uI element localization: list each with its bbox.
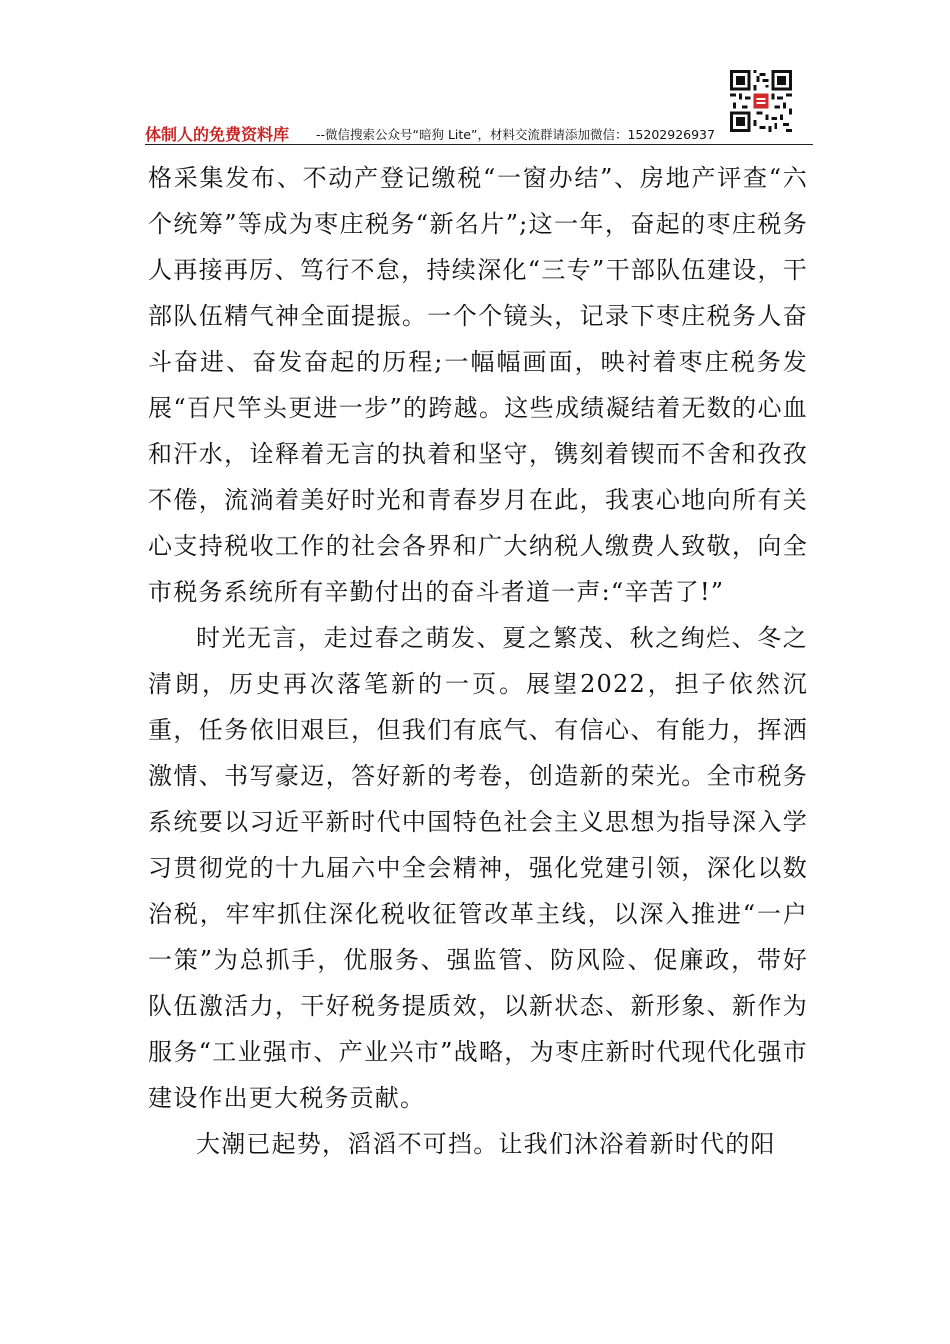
paragraph-continued: 格采集发布、不动产登记缴税“一窗办结”、房地产评查“六个统筹”等成为枣庄税务“新名片”;这一年，奋起的枣庄税务人再接再厉、笃行不怠，持续深化“三专”干部队伍建设，干部队伍精气神全面提振。一个个镜头，记录下枣庄税务人奋斗奋进、奋发奋起的历程;一幅幅画面，映衬着枣庄税务发展“百尺竿头更进一步”的跨越。这些成绩凝结着无数的心血和汗水，诠释着无言的执着和坚守，镌刻着锲而不舍和孜孜不倦，流淌着美好时光和青春岁月在此，我衷心地向所有关心支持税收工作的社会各界和广大纳税人缴费人致敬，向全市税务系统所有辛勤付出的奋斗者道一声:“辛苦了!” bbox=[148, 164, 808, 606]
header-brand: 体制人的免费资料库 bbox=[145, 125, 290, 144]
qr-code-icon[interactable] bbox=[730, 70, 792, 132]
header-note: --微信搜索公众号“暗狗 Lite”，材料交流群请添加微信：15202926937 bbox=[316, 127, 715, 142]
header-divider bbox=[145, 144, 813, 145]
page-header bbox=[145, 70, 813, 146]
document-body bbox=[148, 155, 808, 1167]
paragraph: 大潮已起势，滔滔不可挡。让我们沐浴着新时代的阳 bbox=[196, 1130, 776, 1158]
paragraph: 时光无言，走过春之萌发、夏之繁茂、秋之绚烂、冬之清朗，历史再次落笔新的一页。展望2022，担子依然沉重，任务依旧艰巨，但我们有底气、有信心、有能力，挥洒激情、书写豪迈，答好新的考卷，创造新的荣光。全市税务系统要以习近平新时代中国特色社会主义思想为指导深入学习贯彻党的十九届六中全会精神，强化党建引领，深化以数治税，牢牢抓住深化税收征管改革主线，以深入推进“一户一策”为总抓手，优服务、强监管、防风险、促廉政，带好队伍激活力，干好税务提质效，以新状态、新形象、新作为服务“工业强市、产业兴市”战略，为枣庄新时代现代化强市建设作出更大税务贡献。 bbox=[148, 624, 808, 1112]
